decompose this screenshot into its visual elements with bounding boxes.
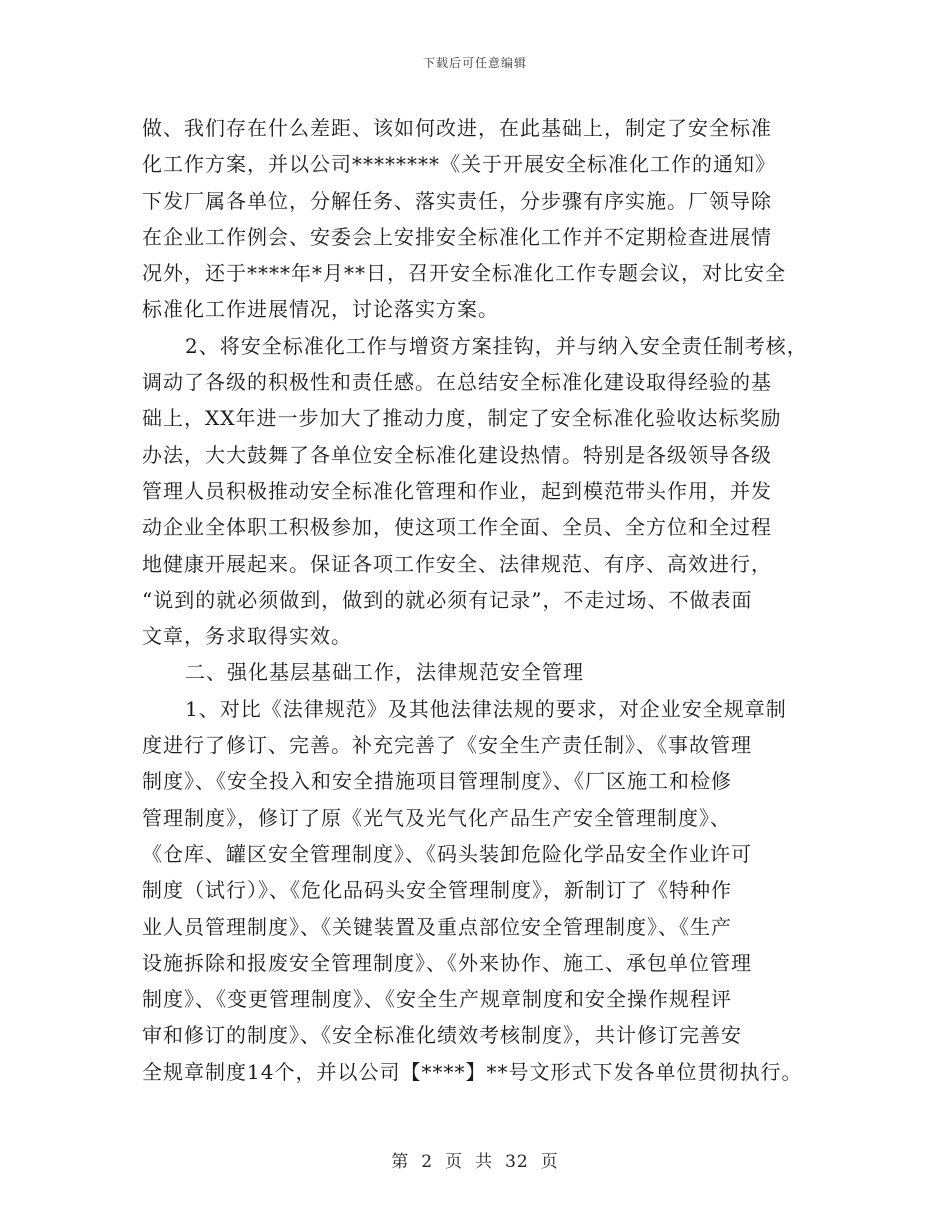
text-line: 做、我们存在什么差距、该如何改进，在此基础上，制定了安全标准 <box>142 116 772 140</box>
text-line: 下发厂属各单位，分解任务、落实责任，分步骤有序实施。厂领导除 <box>142 188 772 213</box>
text-line: 动企业全体职工积极参加，使这项工作全面、全员、全方位和全过程 <box>142 515 772 540</box>
page-header: 下载后可任意编辑 <box>422 56 527 70</box>
text-line: 审和修订的制度》、《安全标准化绩效考核制度》，共计修订完善安 <box>142 1023 742 1048</box>
text-line: 度进行了修订、完善。补充完善了《安全生产责任制》、《事故管理 <box>142 733 752 758</box>
text-line: 全规章制度14个，并以公司【****】**号文形式下发各单位贯彻执行。 <box>142 1059 803 1084</box>
text-line: “说到的就必须做到，做到的就必须有记录”，不走过场、不做表面 <box>142 587 753 612</box>
text-line: 业人员管理制度》、《关键装置及重点部位安全管理制度》、《生产 <box>142 914 732 939</box>
text-line: 制度（试行）》、《危化品码头安全管理制度》，新制订了《特种作 <box>142 878 732 903</box>
text-line: 文章，务求取得实效。 <box>142 624 352 649</box>
page-footer <box>0 1147 950 1172</box>
text-line: 制度》、《变更管理制度》、《安全生产规章制度和安全操作规程评 <box>142 987 732 1012</box>
text-line: 《仓库、罐区安全管理制度》、《码头装卸危险化学品安全作业许可 <box>142 841 752 866</box>
text-line: 制度》、《安全投入和安全措施项目管理制度》、《厂区施工和检修 <box>142 769 732 794</box>
paragraph-start-line: 2、将安全标准化工作与增资方案挂钩，并与纳入安全责任制考核， <box>185 333 808 358</box>
page-prefix: 第 <box>391 1152 410 1172</box>
document-body <box>142 110 832 1090</box>
text-line: 地健康开展起来。保证各项工作安全、法律规范、有序、高效进行， <box>142 551 772 576</box>
total-pages: 32 <box>505 1152 529 1172</box>
paragraph-start-line: 1、对比《法律规范》及其他法律法规的要求，对企业安全规章制 <box>185 696 787 721</box>
text-line: 调动了各级的积极性和责任感。在总结安全标准化建设取得经验的基 <box>142 370 772 395</box>
section-heading: 二、强化基层基础工作，法律规范安全管理 <box>185 660 584 685</box>
total-prefix: 共 <box>475 1152 494 1172</box>
text-line: 在企业工作例会、安委会上安排安全标准化工作并不定期检查进展情 <box>142 224 772 249</box>
text-line: 设施拆除和报废安全管理制度》、《外来协作、施工、承包单位管理 <box>142 950 752 975</box>
page-number: 2 <box>421 1152 434 1172</box>
text-line: 况外，还于****年*月**日，召开安全标准化工作专题会议，对比安全 <box>142 261 786 286</box>
total-suffix: 页 <box>540 1152 559 1172</box>
text-line: 化工作方案，并以公司********《关于开展安全标准化工作的通知》 <box>142 152 776 177</box>
text-line: 标准化工作进展情况，讨论落实方案。 <box>142 297 499 322</box>
text-line: 管理制度》，修订了原《光气及光气化产品生产安全管理制度》、 <box>142 805 731 830</box>
page-mid: 页 <box>445 1152 464 1172</box>
text-line: 管理人员积极推动安全标准化管理和作业，起到模范带头作用，并发 <box>142 478 772 503</box>
text-line: 础上，XX年进一步加大了推动力度，制定了安全标准化验收达标奖励 <box>142 406 782 431</box>
text-line: 办法，大大鼓舞了各单位安全标准化建设热情。特别是各级领导各级 <box>142 442 772 467</box>
